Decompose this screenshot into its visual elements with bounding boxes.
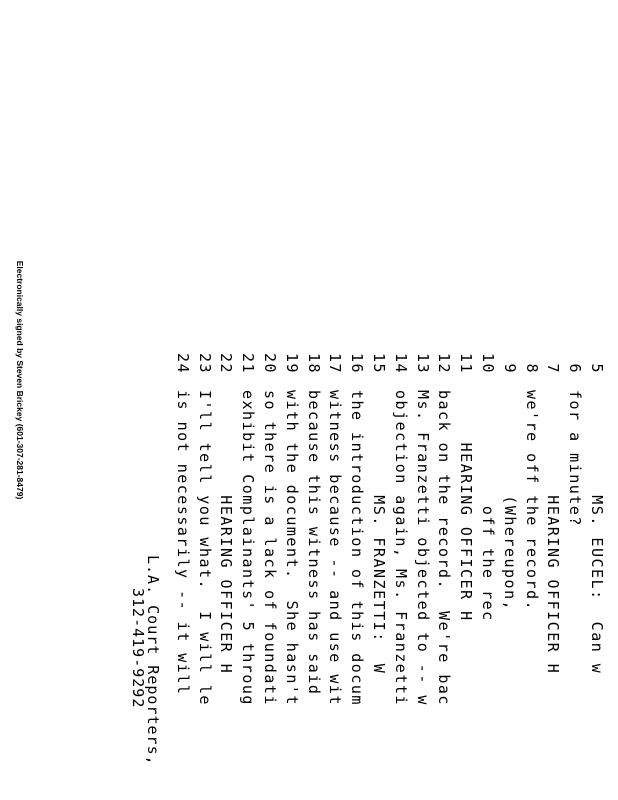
footer-phone: 312-419-9292 (129, 588, 147, 709)
line-number: 13 (413, 352, 432, 374)
line-text: objection again, Ms. Franzetti (391, 390, 410, 706)
transcript-page (82, 340, 618, 800)
transcript-line (326, 340, 344, 706)
transcript-line (239, 340, 257, 706)
line-number: 16 (348, 352, 367, 374)
line-text: back on the record. We're bac (435, 390, 454, 706)
transcript-line (501, 340, 519, 611)
line-text: with the document. She hasn't (282, 390, 301, 706)
footer-reporter-name: L.A. Court Reporters, (144, 555, 162, 766)
line-text: so there is a lack of foundati (261, 390, 279, 706)
transcript-line (283, 340, 301, 706)
line-text: the introduction of this docum (348, 390, 367, 706)
electronic-signature-note: Electronically signed by Steven Brickey (601-307-281-8479) (15, 260, 25, 500)
line-number: 9 (500, 363, 519, 374)
line-text: (Whereupon, (500, 390, 519, 612)
transcript-line (392, 340, 410, 706)
line-number: 6 (566, 363, 585, 374)
transcript-line (370, 340, 388, 674)
transcript-line (305, 340, 323, 695)
transcript-line (414, 340, 432, 706)
line-number: 24 (173, 352, 192, 374)
line-number: 23 (195, 352, 214, 374)
line-number: 19 (282, 352, 301, 374)
line-number: 8 (522, 363, 541, 374)
line-text: HEARING OFFICER H (217, 390, 236, 675)
transcript-line (566, 340, 584, 527)
transcript-line (479, 340, 497, 622)
transcript-line (196, 340, 214, 706)
line-number: 21 (239, 352, 258, 374)
line-text: I'll tell you what. I will le (195, 390, 214, 706)
line-number: 18 (304, 352, 323, 374)
transcript-line (523, 340, 541, 611)
line-text: MS. EUCEL: Can w (588, 390, 606, 675)
transcript-line (217, 340, 235, 674)
transcript-line (544, 340, 562, 674)
line-text: HEARING OFFICER H (544, 390, 563, 675)
line-number: 14 (391, 352, 410, 374)
line-number: 7 (544, 363, 563, 374)
line-text: off the rec (479, 390, 497, 622)
line-text: because this witness has said (304, 390, 323, 696)
transcript-line (348, 340, 366, 706)
line-text: exhibit Complainants' 5 throug (239, 390, 258, 706)
line-text: witness because -- and use wit (326, 390, 345, 706)
line-text: Ms. Franzetti objected to -- w (413, 390, 432, 706)
line-number: 12 (435, 352, 454, 374)
transcript-line (174, 340, 192, 695)
line-text: for a minute? (566, 390, 585, 527)
line-text: HEARING OFFICER H (457, 390, 476, 622)
line-text: is not necessarily -- it will (173, 390, 192, 696)
transcript-line (588, 340, 606, 674)
transcript-line (457, 340, 475, 622)
line-number: 22 (217, 352, 236, 374)
line-number: 15 (370, 352, 388, 374)
line-text: we're off the record. (522, 390, 541, 612)
line-number: 17 (326, 352, 345, 374)
line-number: 10 (479, 352, 497, 374)
transcript-line (435, 340, 453, 706)
transcript-line (261, 340, 279, 706)
line-number: 11 (457, 352, 476, 374)
line-text: MS. FRANZETTI: W (370, 390, 388, 675)
line-number: 20 (261, 352, 279, 374)
line-number: 5 (588, 363, 606, 374)
